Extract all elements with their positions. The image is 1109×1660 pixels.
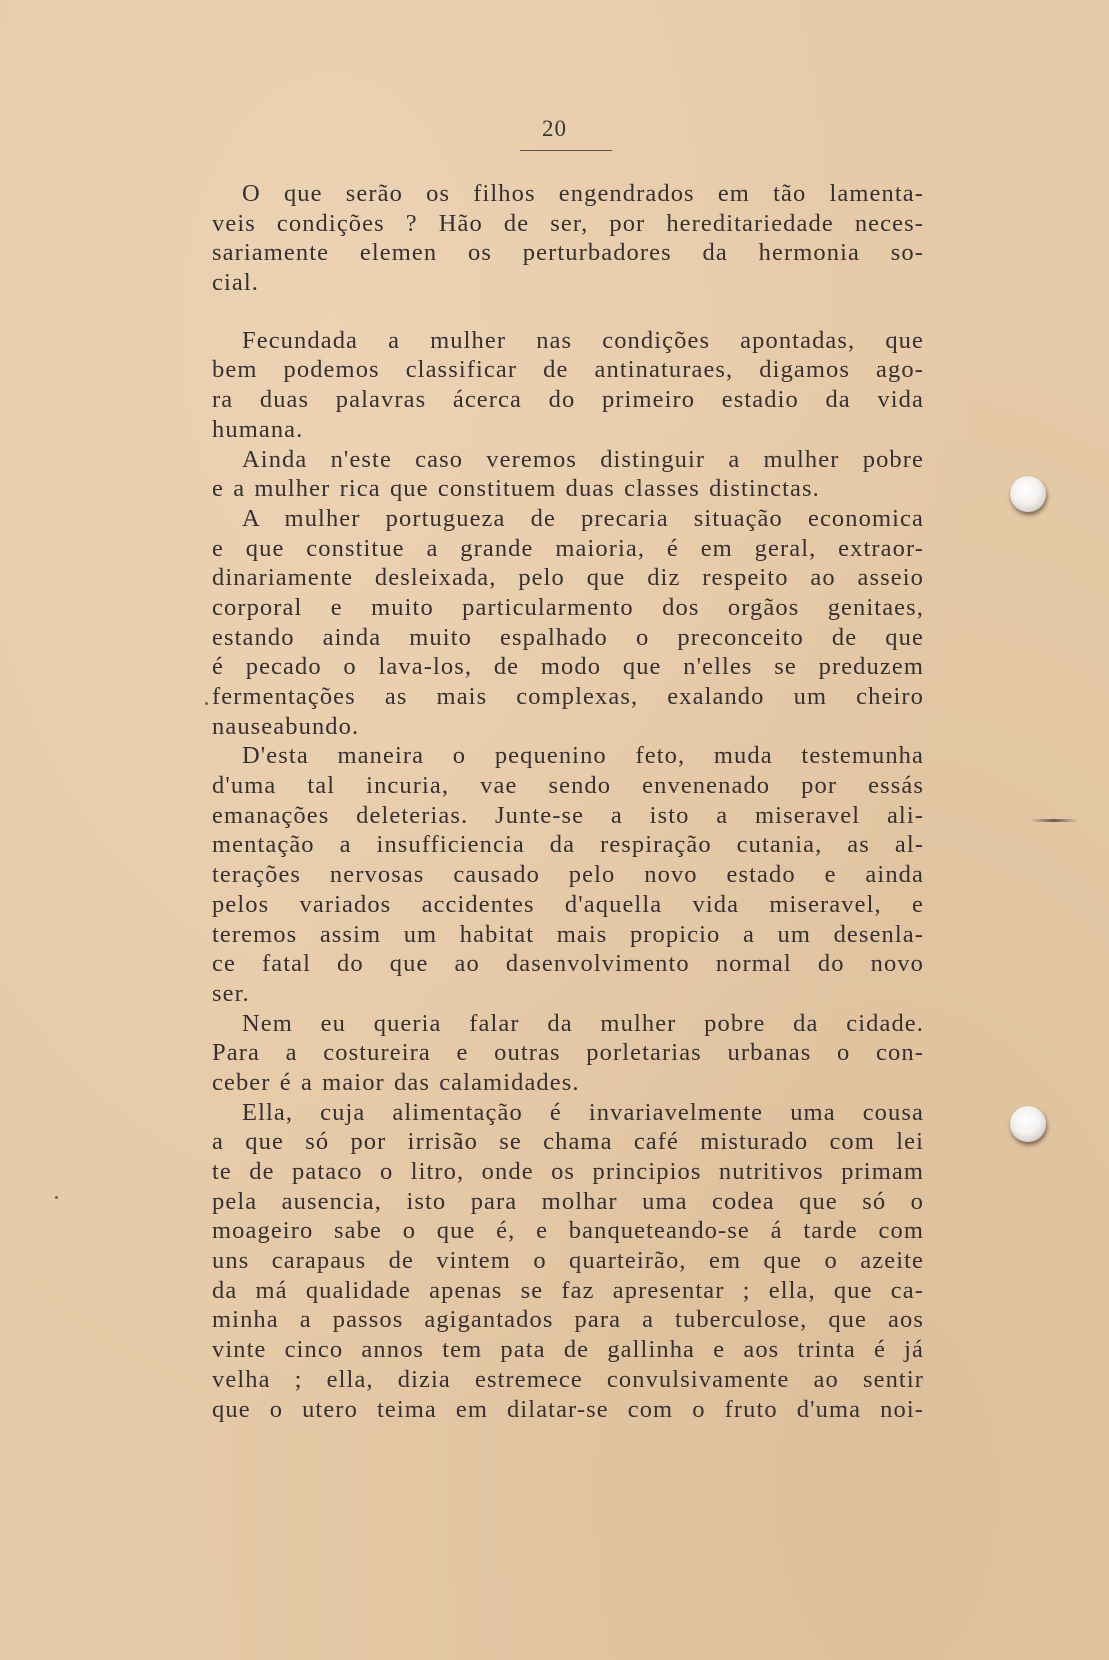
binding-hole-bottom [1010,1106,1046,1142]
text-line: te de pataco o litro, onde os principios nutritivos primam [212,1158,924,1185]
text-line: a que só por irrisão se chama café misturado com lei [212,1128,924,1156]
text-line: vinte cinco annos tem pata de gallinha e aos trinta é já [212,1336,924,1364]
text-line: da má qualidade apenas se faz apresentar ; ella, que ca- [212,1276,924,1304]
binding-hole-top [1010,476,1046,512]
text-line: ra duas palavras ácerca do primeiro estadio da vida [212,386,924,414]
text-line: fermentações as mais complexas, exalando um cheiro [212,683,924,710]
text-line: O que serão os filhos engendrados em tão lamenta- [242,180,924,207]
text-line: minha a passos agigantados para a tuberculose, que aos [212,1306,924,1334]
text-line: é pecado o lava-los, de modo que n'elles se preduzem [212,653,924,681]
text-line: nauseabundo. [212,712,360,740]
text-line: d'uma tal incuria, vae sendo envenenado por essás [212,772,924,800]
text-line: Ainda n'este caso veremos distinguir a mulher pobre [242,445,924,473]
text-line: Nem eu queria falar da mulher pobre da cidade. [242,1009,924,1037]
text-line: veis condições ? Hão de ser, por hereditariedade neces- [212,209,924,237]
text-line: ceber é a maior das calamidades. [212,1068,580,1096]
text-line: corporal e muito particularmento dos orgãos genitaes, [212,593,924,621]
text-line: pela ausencia, isto para molhar uma codea que só o [212,1187,924,1215]
binding-thread-mark [1030,819,1078,822]
text-line: e que constitue a grande maioria, é em geral, extraor- [212,534,924,562]
text-line: que o utero teima em dilatar-se com o fruto d'uma noi- [212,1395,924,1423]
page-number: 20 [542,116,567,141]
text-line: Para a costureira e outras porletarias urbanas o con- [212,1039,924,1067]
text-line: teremos assim um habitat mais propicio a um desenla- [212,920,924,948]
text-line: mentação a insufficiencia da respiração cutania, as al- [212,831,924,859]
ink-speck [55,1196,58,1199]
text-line: moageiro sabe o que é, e banqueteando-se á tarde com [212,1217,924,1245]
text-line: Ella, cuja alimentação é invariavelmente uma cousa [242,1098,924,1126]
text-line: cial. [212,269,259,297]
ink-speck [205,702,208,705]
text-line: pelos variados accidentes d'aquella vida miseravel, e [212,890,924,918]
text-line: e a mulher rica que constituem duas classes distinctas. [212,475,820,503]
text-line: bem podemos classificar de antinaturaes, digamos ago- [212,356,924,384]
text-line: velha ; ella, dizia estremece convulsivamente ao sentir [212,1365,924,1393]
body-text [212,179,924,1424]
text-line: ce fatal do que ao dasenvolvimento normal do novo [212,950,924,978]
text-line: D'esta maneira o pequenino feto, muda testemunha [242,742,924,770]
text-line: sariamente elemen os perturbadores da hermonia so- [212,239,924,267]
text-line: estando ainda muito espalhado o preconceito de que [212,623,924,651]
text-line: A mulher portugueza de precaria situação economica [242,504,924,532]
text-line: dinariamente desleixada, pelo que diz respeito ao asseio [212,564,924,592]
text-line: uns carapaus de vintem o quarteirão, em que o azeite [212,1247,924,1275]
text-line: terações nervosas causado pelo novo estado e ainda [212,861,924,889]
text-line: ser. [212,979,250,1007]
paragraph-gap [212,298,924,326]
text-line: humana. [212,415,304,443]
page-number-rule [520,150,612,151]
text-line: emanações deleterias. Junte-se a isto a miseravel ali- [212,801,924,829]
text-line: Fecundada a mulher nas condições apontadas, que [242,326,924,354]
